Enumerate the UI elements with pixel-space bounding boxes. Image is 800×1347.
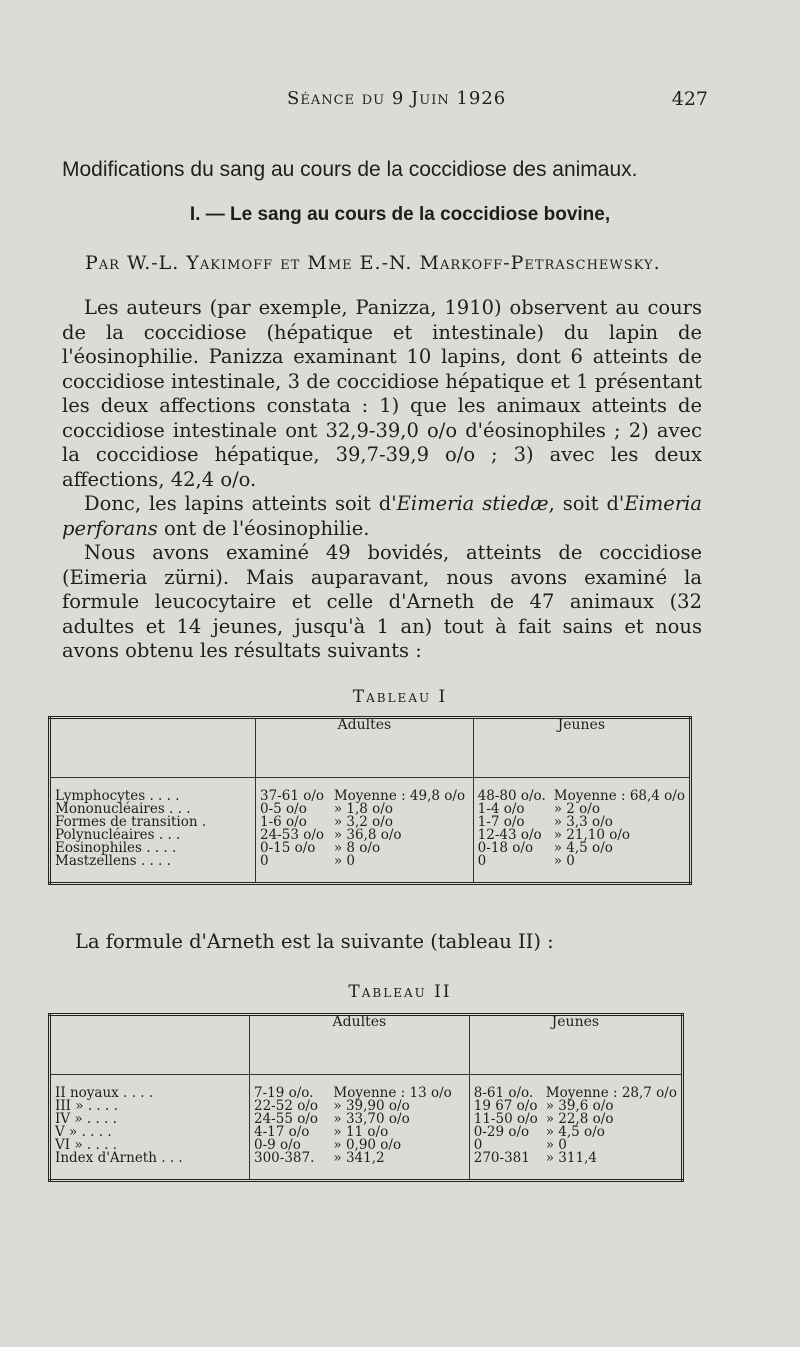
running-head bbox=[0, 88, 800, 116]
table1-title: Tableau I bbox=[352, 687, 448, 707]
table2-header-jeunes: Jeunes bbox=[469, 1015, 682, 1075]
table2-title: Tableau II bbox=[348, 982, 452, 1002]
table-2 bbox=[48, 1013, 684, 1182]
authors-line: Par W.-L. Yakimoff et Mme E.-N. Markoff-Petraschewsky. bbox=[85, 252, 661, 274]
table-1 bbox=[48, 716, 692, 885]
table-row: Lymphocytes . . . . 37-61 o/o Moyenne : 49,8 o/o 48-80 o/o. Moyenne : 68,4 o/o bbox=[50, 790, 691, 803]
article-title: Modifications du sang au cours de la coccidiose des animaux. bbox=[62, 158, 638, 181]
paragraph-2: Donc, les lapins atteints soit d'Eimeria stiedæ, soit d'Eimeria perforans ont de l'éosinophilie. bbox=[62, 492, 702, 540]
table1-header-adultes: Adultes bbox=[256, 718, 474, 778]
table-row: VI » . . . . 0-9 o/o » 0,90 o/o 0 » 0 bbox=[50, 1139, 683, 1152]
table-row: Eosinophiles . . . . 0-15 o/o » 8 o/o 0-18 o/o » 4,5 o/o bbox=[50, 842, 691, 855]
table-row: II noyaux . . . . 7-19 o/o. Moyenne : 13 o/o 8-61 o/o. Moyenne : 28,7 o/o bbox=[50, 1087, 683, 1100]
table-row: V » . . . . 4-17 o/o » 11 o/o 0-29 o/o » 4,5 o/o bbox=[50, 1126, 683, 1139]
table2-header-adultes: Adultes bbox=[250, 1015, 470, 1075]
table-row: Polynucléaires . . . 24-53 o/o » 36,8 o/o 12-43 o/o » 21,10 o/o bbox=[50, 829, 691, 842]
table-row: Index d'Arneth . . . 300-387. » 341,2 270-381 » 311,4 bbox=[50, 1152, 683, 1165]
body-text bbox=[62, 296, 702, 664]
table-row: IV » . . . . 24-55 o/o » 33,70 o/o 11-50 o/o » 22,8 o/o bbox=[50, 1113, 683, 1126]
paragraph-1: Les auteurs (par exemple, Panizza, 1910) observent au cours de la coccidiose (hépatique et intestinale) du lapin de l'éosinophilie. Panizza examinant 10 lapins, dont 6 atteints de coccidiose intestinale, 3 de coccidiose hépatique et 1 présentant les deux affections constata : 1) que les animaux atteints de coccidiose intestinale ont 32,9-39,0 o/o d'éosinophiles ; 2) avec la coccidiose hépatique, 39,7-39,9 o/o ; 3) avec les deux affections, 42,4 o/o. bbox=[62, 296, 702, 491]
article-subtitle: I. — Le sang au cours de la coccidiose bovine, bbox=[189, 204, 611, 225]
paragraph-3: Nous avons examiné 49 bovidés, atteints de coccidiose (Eimeria zürni). Mais auparavant, nous avons examiné la formule leucocytaire et celle d'Arneth de 47 animaux (32 adultes et 14 jeunes, jusqu'à 1 an) tout à fait sains et nous avons obtenu les résultats suivants : bbox=[62, 541, 702, 662]
table-row: Mastzellens . . . . 0 » 0 0 » 0 bbox=[50, 855, 691, 868]
table-row: III » . . . . 22-52 o/o » 39,90 o/o 19 67 o/o » 39,6 o/o bbox=[50, 1100, 683, 1113]
arneth-intro: La formule d'Arneth est la suivante (tableau II) : bbox=[75, 930, 554, 953]
running-head-title: Séance du 9 Juin 1926 bbox=[287, 88, 507, 109]
page-number: 427 bbox=[671, 88, 708, 110]
table-row: Formes de transition . 1-6 o/o » 3,2 o/o 1-7 o/o » 3,3 o/o bbox=[50, 816, 691, 829]
table-row: Mononucléaires . . . 0-5 o/o » 1,8 o/o 1-4 o/o » 2 o/o bbox=[50, 803, 691, 816]
table1-header-jeunes: Jeunes bbox=[473, 718, 690, 778]
